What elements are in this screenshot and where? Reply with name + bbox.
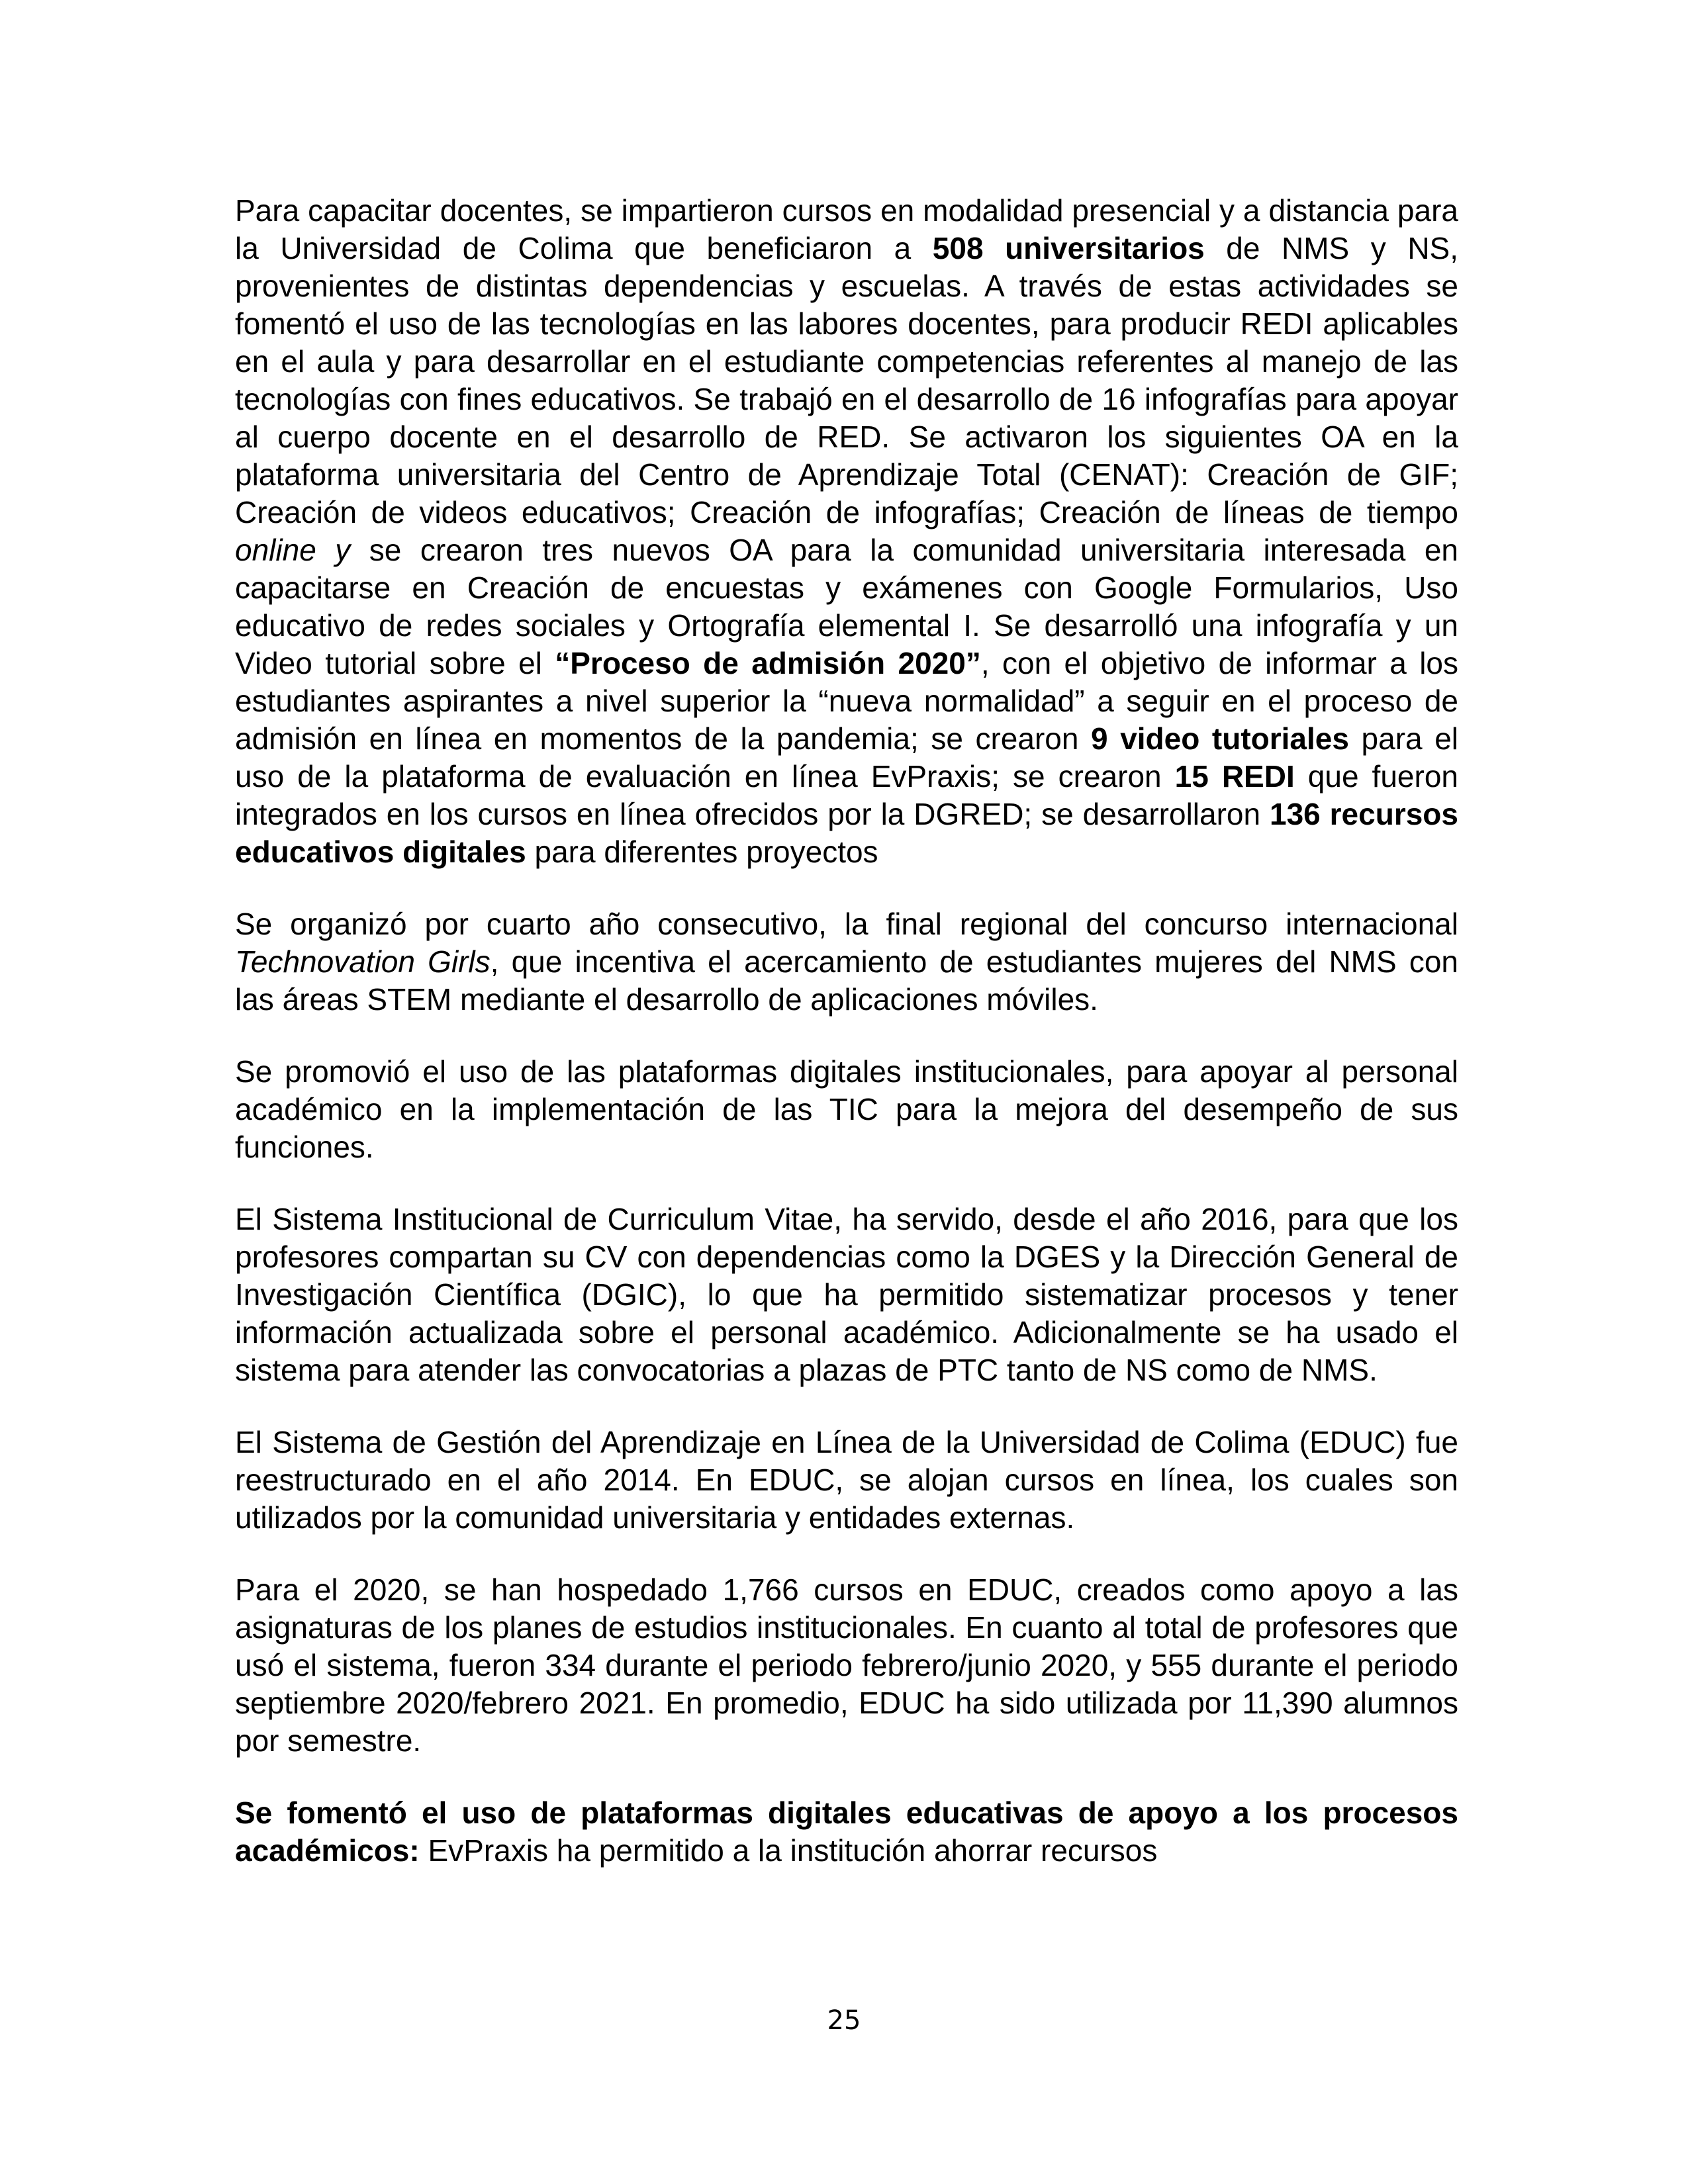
text-run: se crearon tres nuevos OA para la comunidad universitaria interesada en capacitarse en Creación de encuestas y exámenes con Google Formularios, Uso educativo de redes sociales y Ortografía elemental I. Se desarrolló una infografía y un Video tutorial sobre el [235,533,1458,680]
text-run-bold: 9 video tutoriales [1091,721,1349,756]
paragraph-plataformas-institucionales [235,1053,1458,1166]
paragraph-capacitacion-docentes [235,192,1458,871]
text-run-bold: 508 universitarios [932,231,1205,265]
paragraph-educ-2020 [235,1571,1458,1760]
text-run: para el uso de la plataforma de evaluación en línea EvPraxis; se crearon [235,721,1458,794]
text-run: EvPraxis ha permitido a la institución ahorrar recursos [419,1833,1158,1868]
text-run: , con el objetivo de informar a los estudiantes aspirantes a nivel superior la “nueva normalidad” a seguir en el proceso de admisión en línea en momentos de la pandemia; se crearon [235,646,1458,756]
text-run-bold: 15 REDI [1174,759,1295,794]
page-number: 25 [827,2005,861,2036]
text-run: Se organizó por cuarto año consecutivo, la final regional del concurso internacional [235,907,1458,941]
paragraph-educ-sistema [235,1424,1458,1537]
document-body [235,192,1458,1904]
text-run: El Sistema de Gestión del Aprendizaje en Línea de la Universidad de Colima (EDUC) fue reestructurado en el año 2014. En EDUC, se alojan cursos en línea, los cuales son utilizados por la comunidad universitaria y entidades externas. [235,1425,1458,1535]
text-run: Para capacitar docentes, se impartieron cursos en modalidad presencial y a distancia para la Universidad de Colima que beneficiaron a [235,193,1458,265]
text-run: , que incentiva el acercamiento de estudiantes mujeres del NMS con las áreas STEM mediante el desarrollo de aplicaciones móviles. [235,944,1458,1017]
text-run: de NMS y NS, provenientes de distintas dependencias y escuelas. A través de estas actividades se fomentó el uso de las tecnologías en las labores docentes, para producir REDI aplicables en el aula y para desarrollar en el estudiante competencias referentes al manejo de las tecnologías con fines educativos. Se trabajó en el desarrollo de 16 infografías para apoyar al cuerpo docente en el desarrollo de RED. Se activaron los siguientes OA en la plataforma universitaria del Centro de Aprendizaje Total (CENAT): Creación de GIF; Creación de videos educativos; Creación de infografías; Creación de líneas de tiempo [235,231,1458,529]
text-run-bold: “Proceso de admisión 2020” [555,646,981,680]
text-run-bold: 136 recursos educativos digitales [235,797,1458,869]
text-run: que fueron integrados en los cursos en línea ofrecidos por la DGRED; se desarrollaron [235,759,1458,831]
text-run: Se promovió el uso de las plataformas digitales institucionales, para apoyar al personal académico en la implementación de las TIC para la mejora del desempeño de sus funciones. [235,1054,1458,1164]
text-run: para diferentes proyectos [526,835,878,869]
paragraph-evpraxis [235,1794,1458,1870]
text-run: Para el 2020, se han hospedado 1,766 cursos en EDUC, creados como apoyo a las asignaturas de los planes de estudios institucionales. En cuanto al total de profesores que usó el sistema, fueron 334 durante el periodo febrero/junio 2020, y 555 durante el periodo septiembre 2020/febrero 2021. En promedio, EDUC ha sido utilizada por 11,390 alumnos por semestre. [235,1572,1458,1758]
text-run: El Sistema Institucional de Curriculum Vitae, ha servido, desde el año 2016, para que los profesores compartan su CV con dependencias como la DGES y la Dirección General de Investigación Científica (DGIC), lo que ha permitido sistematizar procesos y tener información actualizada sobre el personal académico. Adicionalmente se ha usado el sistema para atender las convocatorias a plazas de PTC tanto de NS como de NMS. [235,1202,1458,1387]
text-run-italic: online y [235,533,351,567]
text-run-bold: Se fomentó el uso de plataformas digitales educativas de apoyo a los procesos académicos: [235,1796,1458,1868]
paragraph-curriculum-vitae [235,1201,1458,1389]
paragraph-technovation [235,905,1458,1019]
text-run-italic: Technovation Girls [235,944,491,979]
